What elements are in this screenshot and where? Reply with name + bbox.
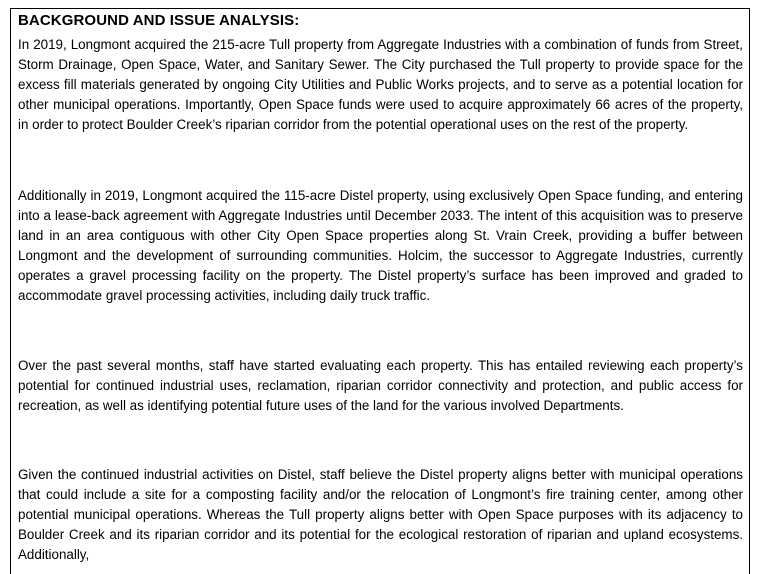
paragraph-distel-acquisition: Additionally in 2019, Longmont acquired the 115-acre Distel property, using exclusively Open Space funding, and entering into a lease-back agreement with Aggregate Industries until December 2033. The intent of this acquisition was to preserve land in an area contiguous with other City Open Space properties along St. Vrain Creek, providing a buffer between Longmont and the development of surrounding communities. Holcim, the successor to Aggregate Industries, currently operates a gravel processing facility on the property. The Distel property’s surface has been improved and graded to accommodate gravel processing activities, including daily truck traffic. [18, 188, 743, 303]
section-heading: BACKGROUND AND ISSUE ANALYSIS: [18, 12, 300, 29]
paragraph-tull-acquisition: In 2019, Longmont acquired the 215-acre Tull property from Aggregate Industries with a combination of funds from Street, Storm Drainage, Open Space, Water, and Sanitary Sewer. The City purchased the Tull property to provide space for the excess fill materials generated by ongoing City Utilities and Public Works projects, and to serve as a potential location for other municipal operations. Importantly, Open Space funds were used to acquire approximately 66 acres of the property, in order to protect Boulder Creek’s riparian corridor from the potential operational uses on the rest of the property. [18, 37, 743, 132]
document-frame [10, 8, 750, 574]
paragraph-land-use-alignment: Given the continued industrial activities on Distel, staff believe the Distel property aligns better with municipal operations that could include a site for a composting facility and/or the relocation of Longmont’s fire training center, among other potential municipal operations. Whereas the Tull property aligns better with Open Space purposes with its adjacency to Boulder Creek and its riparian corridor and its potential for the ecological restoration of riparian and upland ecosystems. Additionally, [18, 467, 743, 562]
paragraph-staff-evaluation: Over the past several months, staff have started evaluating each property. This has entailed reviewing each property’s potential for continued industrial uses, reclamation, riparian corridor connectivity and protection, and public access for recreation, as well as identifying potential future uses of the land for the various involved Departments. [18, 358, 743, 413]
